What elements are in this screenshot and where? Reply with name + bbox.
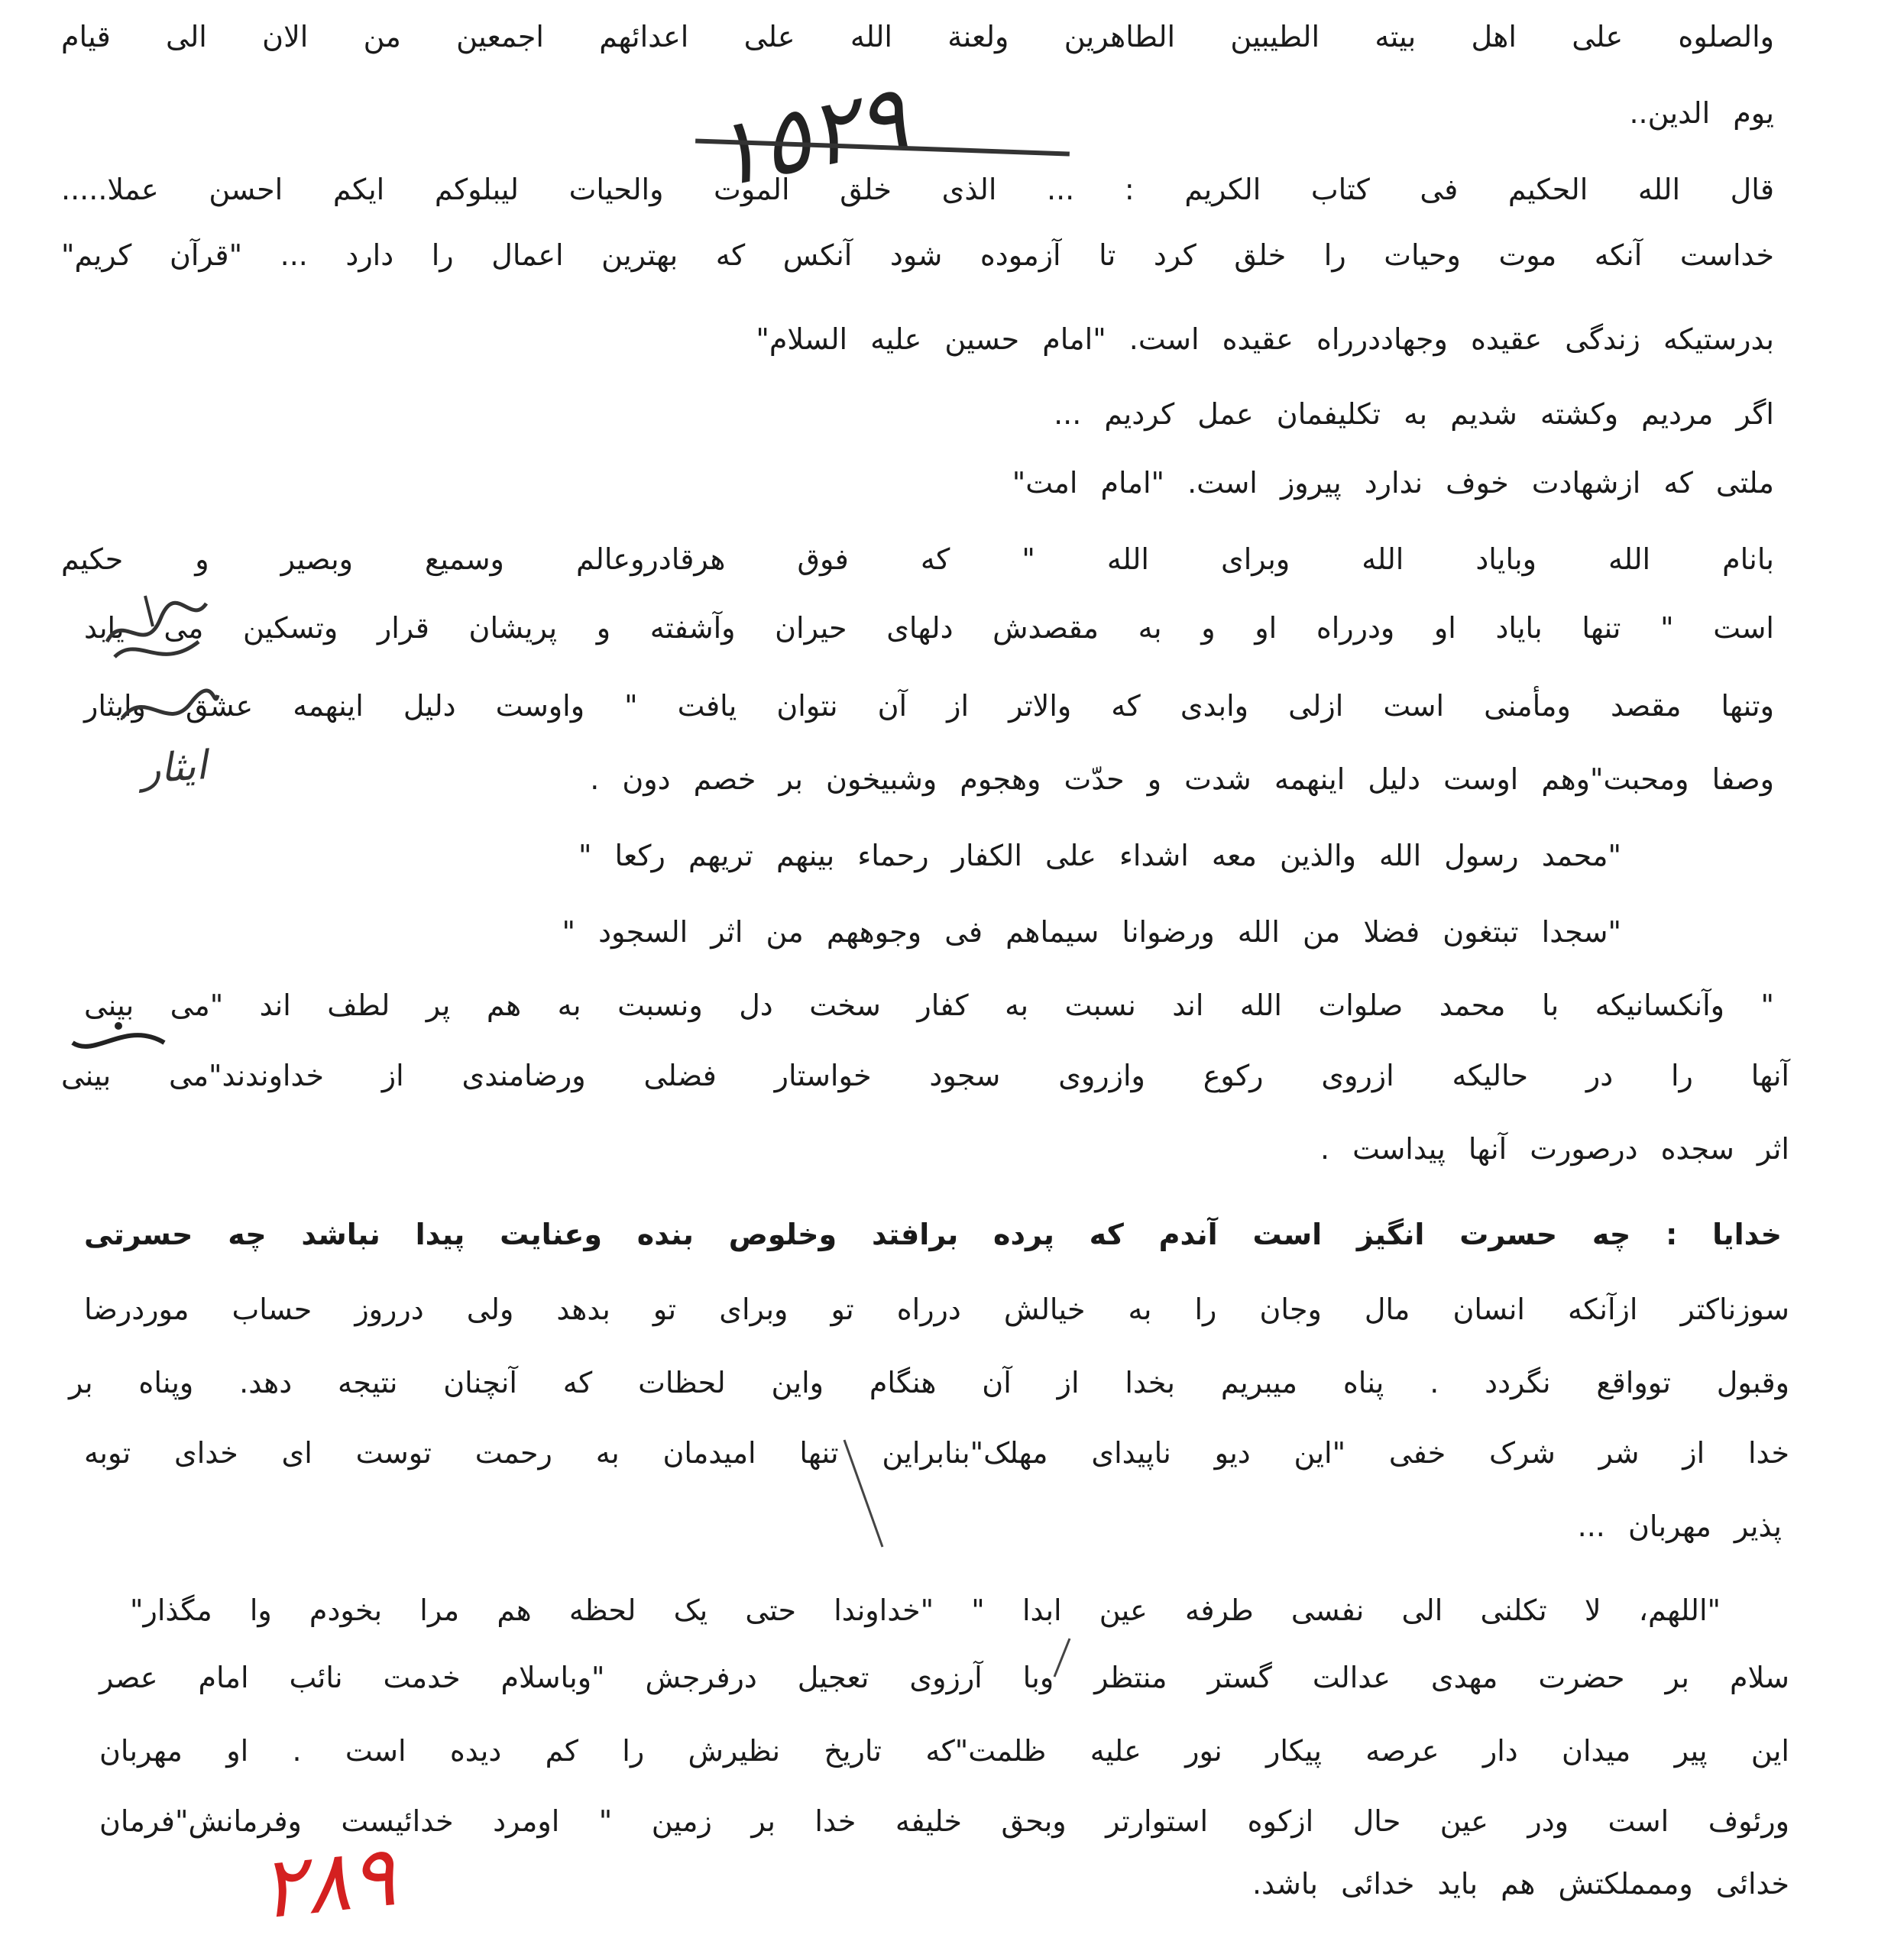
text-line-25: ورئوف است ودر عین حال ازکوه استوارتر وبحق خلیفه خدا بر زمین " اومرد خدائیست وفرمانش"فرمان [99,1804,1789,1838]
text-line-10: وتنها مقصد ومأمنی است ازلی وابدی که والاتر از آن نتوان یافت " واوست دلیل اینهمه عشق وایثار [84,689,1774,723]
text-line-2: یوم الدین.. [1629,96,1774,130]
text-line-21: پذیر مهربان ... [1577,1509,1782,1543]
text-line-22: "اللهم، لا تکلنی الی نفسی طرفه عین ابدا " "خداوندا حتی یک لحظه هم مرا بخودم وا مگذار" [130,1593,1721,1627]
text-line-14: " وآنکسانیکه با محمد صلوات الله اند نسبت به کفار سخت دل ونسبت به هم پر لطف اند "می بینی [84,988,1774,1022]
text-line-18: سوزناکتر ازآنکه انسان مال وجان را به خیالش درراه تو وبرای تو بدهد ولی درروز حساب موردرضا [84,1293,1789,1326]
text-line-13: "سجدا تبتغون فضلا من الله ورضوانا سیماهم فی وجوههم من اثر السجود " [562,915,1621,949]
text-line-12: "محمد رسول الله والذین معه اشداء علی الکفار رحماء بینهم تریهم رکعا " [578,839,1621,872]
text-line-5: بدرستیکه زندگی عقیده وجهاددرراه عقیده است. "امام حسین علیه السلام" [756,322,1774,356]
margin-handwritten-note: ایثار [140,743,209,793]
text-line-9: است " تنها بایاد او ودرراه او و به مقصدش دلهای حیران وآشفته و پریشان قرار وتسکین می یابد [84,611,1774,645]
handwritten-insert-mark-icon [65,1012,172,1066]
text-line-4: خداست آنکه موت وحیات را خلق کرد تا آزموده شود آنکس که بهترین اعمال را دارد ... "قرآن کریم" [61,238,1774,272]
text-line-16: اثر سجده درصورت آنها پیداست . [1320,1132,1789,1166]
text-line-3: قال الله الحکیم فی کتاب الکریم : ... الذی خلق الموت والحیات لیبلوکم ایکم احسن عملا..... [61,173,1774,206]
text-line-17: خدایا : چه حسرت انگیز است آندم که پرده برافتد وخلوص بنده وعنایت پیدا نباشد چه حسرتی [84,1218,1782,1251]
handwritten-correction-icon [99,581,214,680]
text-line-7: ملتی که ازشهادت خوف ندارد پیروز است. "امام امت" [1012,466,1774,500]
page-number: ٢٨٩ [254,1826,400,1938]
text-line-20: خدا از شر شرک خفی "این دیو ناپیدای مهلک"بنابراین تنها امیدمان به رحمت توست ای خدای توبه [84,1436,1789,1470]
text-line-11: وصفا ومحبت"وهم اوست دلیل اینهمه شدت و حدّت وهجوم وشبیخون بر خصم دون . [590,762,1774,796]
text-line-8: بانام الله وبایاد الله وبرای الله " که فوق هرقادروعالم وسمیع وبصیر و حکیم [61,542,1774,576]
text-line-1: والصلوه علی اهل بیته الطیبین الطاهرین ولعنة الله علی اعدائهم اجمعین من الان الی قیام [61,20,1774,53]
text-line-24: این پیر میدان دار عرصه پیکار نور علیه ظلمت"که تاریخ نظیرش را کم دیده است . او مهربان [99,1734,1789,1768]
pen-stroke-mark-icon [840,1436,886,1551]
pen-stroke-mark-icon-2 [1047,1635,1077,1681]
text-line-15: آنها را در حالیکه ازروی رکوع وازروی سجود خواستار فضلی ورضامندی از خداوندند"می بینی [61,1059,1789,1092]
text-line-19: وقبول توواقع نگردد . پناه میبریم بخدا از آن هنگام واین لحظات که آنچنان نتیجه دهد. وپناه بر [69,1366,1789,1399]
handwritten-scribble-icon [115,680,222,741]
text-line-26: خدائی وممملکتش هم باید خدائی باشد. [1252,1867,1789,1901]
text-line-23: سلام بر حضرت مهدی عدالت گستر منتظر وبا آرزوی تعجیل درفرجش "وباسلام خدمت نائب امام عصر [99,1661,1789,1694]
text-line-6: اگر مردیم وکشته شدیم به تکلیفمان عمل کردیم ... [1054,397,1774,431]
archive-number-stamp: ١٥٢٩ [701,64,917,210]
